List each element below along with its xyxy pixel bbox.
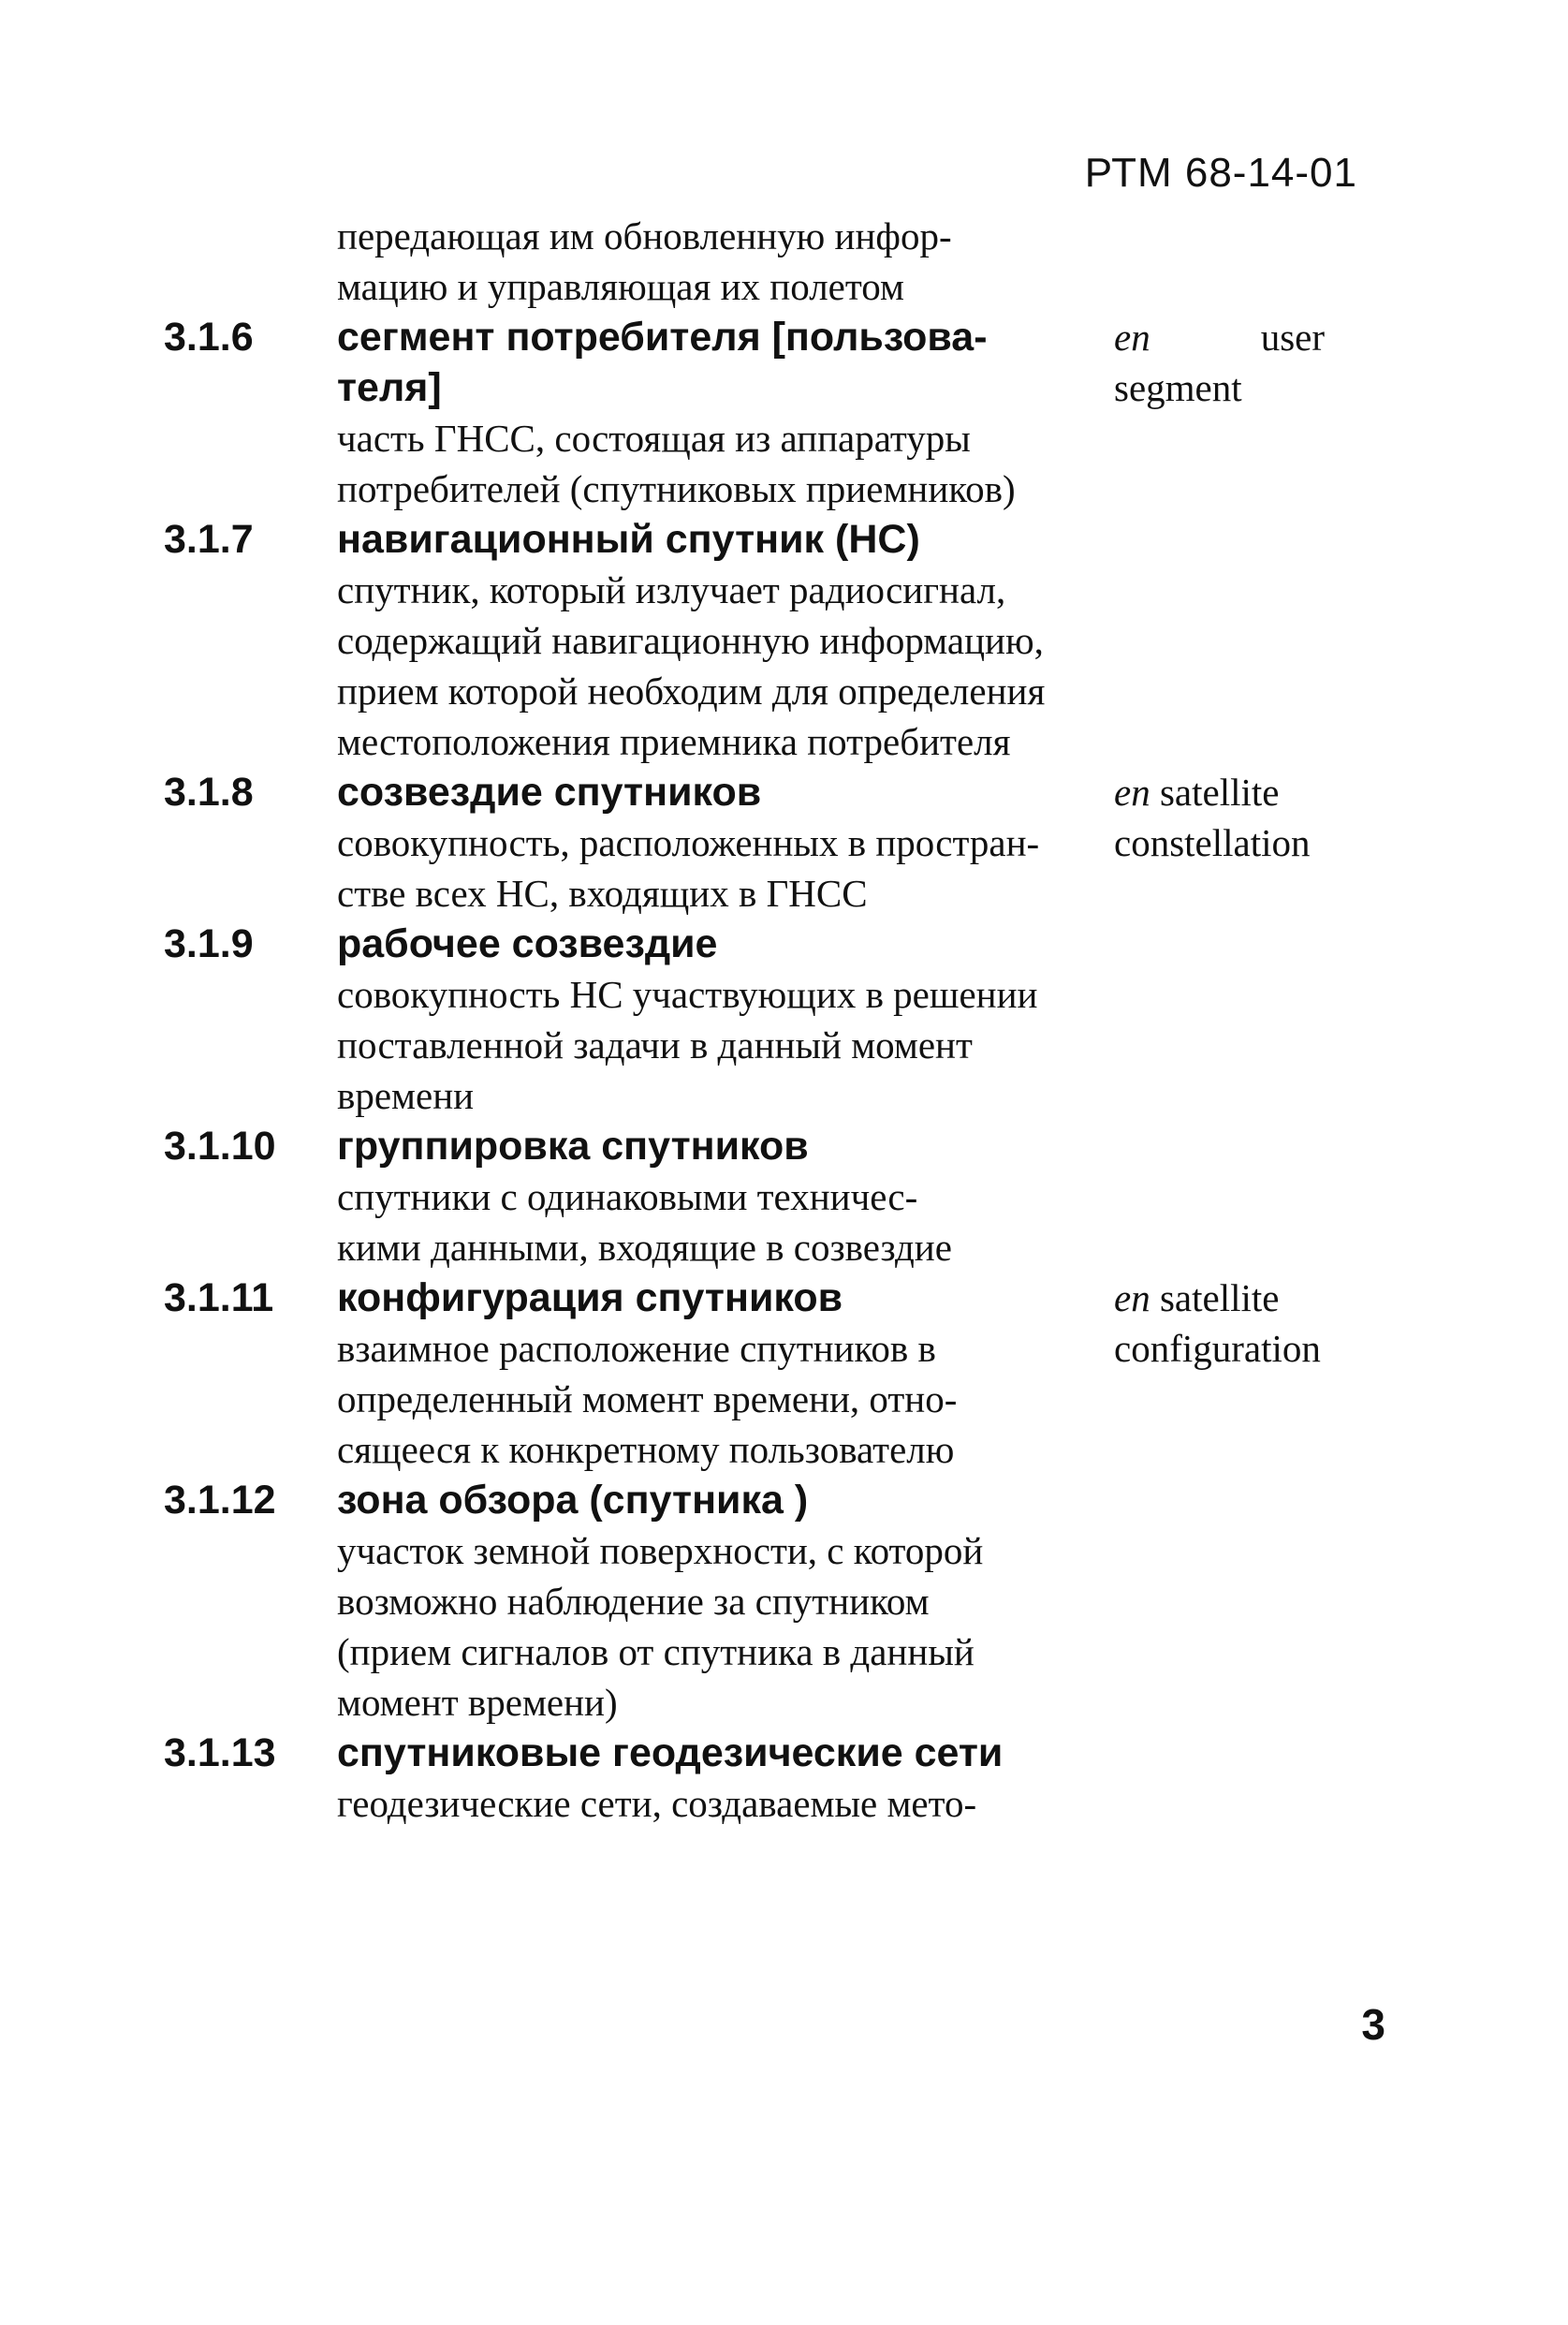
continued-definition <box>337 211 1086 312</box>
term-body <box>337 312 1086 514</box>
document-code: РТМ 68-14-01 <box>1084 150 1357 196</box>
term-title: спутниковые геодезические сети <box>337 1730 1004 1775</box>
english-term-word: configuration <box>1114 1327 1321 1370</box>
term-body <box>337 1121 1086 1273</box>
definition-line: момент времени) <box>337 1681 618 1724</box>
english-term-word: segment <box>1114 366 1242 409</box>
term-entry <box>164 1121 1362 1273</box>
term-title: рабочее созвездие <box>337 921 718 966</box>
definition-line: определенный момент времени, отно- <box>337 1377 958 1420</box>
definition-line: кими данными, входящие в созвездие <box>337 1226 952 1269</box>
english-term-word: satellite <box>1159 771 1280 814</box>
term-number: 3.1.13 <box>164 1730 276 1775</box>
term-definition <box>337 817 1086 919</box>
term-definition <box>337 565 1086 767</box>
term-definition <box>337 413 1086 514</box>
term-number: 3.1.8 <box>164 770 254 815</box>
term-title: конфигурация спутников <box>337 1275 843 1320</box>
definition-line: совокупность НС участвующих в решении <box>337 973 1038 1016</box>
term-body <box>337 1728 1086 1829</box>
definition-line: прием которой необходим для определения <box>337 670 1046 713</box>
term-title: сегмент потребителя [пользова- <box>337 315 988 360</box>
definition-line: времени <box>337 1074 475 1117</box>
definition-line: содержащий навигационную информацию, <box>337 619 1044 662</box>
language-code: en <box>1114 316 1150 359</box>
definition-line: поставленной задачи в данный момент <box>337 1023 973 1067</box>
definition-line: участок земной поверхности, с которой <box>337 1529 984 1572</box>
term-number: 3.1.12 <box>164 1478 276 1523</box>
term-body <box>337 767 1086 919</box>
definition-line: совокупность, расположенных в простран- <box>337 821 1040 864</box>
term-body <box>337 1273 1086 1475</box>
definition-line: часть ГНСС, состоящая из аппаратуры <box>337 417 971 460</box>
term-entry <box>164 767 1362 919</box>
term-definition <box>337 1171 1086 1273</box>
term-title: группировка спутников <box>337 1124 809 1169</box>
term-entry <box>164 1475 1362 1728</box>
term-title: зона обзора (спутника ) <box>337 1478 809 1523</box>
english-equivalent <box>1086 312 1362 413</box>
language-code: en <box>1114 1276 1150 1319</box>
term-entry <box>164 514 1362 767</box>
definition-line: местоположения приемника потребителя <box>337 720 1011 763</box>
definition-line: передающая им обновленную инфор- <box>337 214 952 258</box>
terms-list <box>164 211 1362 1829</box>
term-title: теля] <box>337 365 442 410</box>
definition-line: геодезические сети, создаваемые мето- <box>337 1782 977 1825</box>
page-number: 3 <box>1361 2000 1385 2049</box>
term-definition <box>337 1525 1086 1728</box>
english-term-word: user <box>1260 316 1325 359</box>
term-title: навигационный спутник (НС) <box>337 517 920 562</box>
definition-line: мацию и управляющая их полетом <box>337 265 904 308</box>
definition-line: спутник, который излучает радиосигнал, <box>337 568 1006 611</box>
definition-line: потребителей (спутниковых приемников) <box>337 467 1016 510</box>
english-equivalent <box>1086 767 1362 868</box>
english-term-word: constellation <box>1114 821 1311 864</box>
term-body <box>337 514 1086 767</box>
term-body <box>337 919 1086 1121</box>
language-code: en <box>1114 771 1150 814</box>
english-term-word: satellite <box>1159 1276 1280 1319</box>
term-number: 3.1.11 <box>164 1275 274 1320</box>
english-equivalent <box>1086 1273 1362 1374</box>
term-definition <box>337 969 1086 1121</box>
term-number: 3.1.10 <box>164 1124 276 1169</box>
definition-line: (прием сигналов от спутника в данный <box>337 1630 975 1673</box>
term-entry <box>164 312 1362 514</box>
definition-line: взаимное расположение спутников в <box>337 1327 936 1370</box>
term-number: 3.1.9 <box>164 921 254 966</box>
definition-line: стве всех НС, входящих в ГНСС <box>337 872 868 915</box>
term-entry <box>164 1728 1362 1829</box>
definition-line: возможно наблюдение за спутником <box>337 1580 930 1623</box>
term-entry <box>164 1273 1362 1475</box>
term-definition <box>337 1778 1086 1829</box>
term-entry <box>164 919 1362 1121</box>
definition-line: спутники с одинаковыми техничес- <box>337 1175 918 1218</box>
term-number: 3.1.6 <box>164 315 254 360</box>
term-title: созвездие спутников <box>337 770 762 815</box>
term-body <box>337 1475 1086 1728</box>
term-number: 3.1.7 <box>164 517 254 562</box>
term-definition <box>337 1323 1086 1475</box>
definition-line: сящееся к конкретному пользователю <box>337 1428 955 1471</box>
